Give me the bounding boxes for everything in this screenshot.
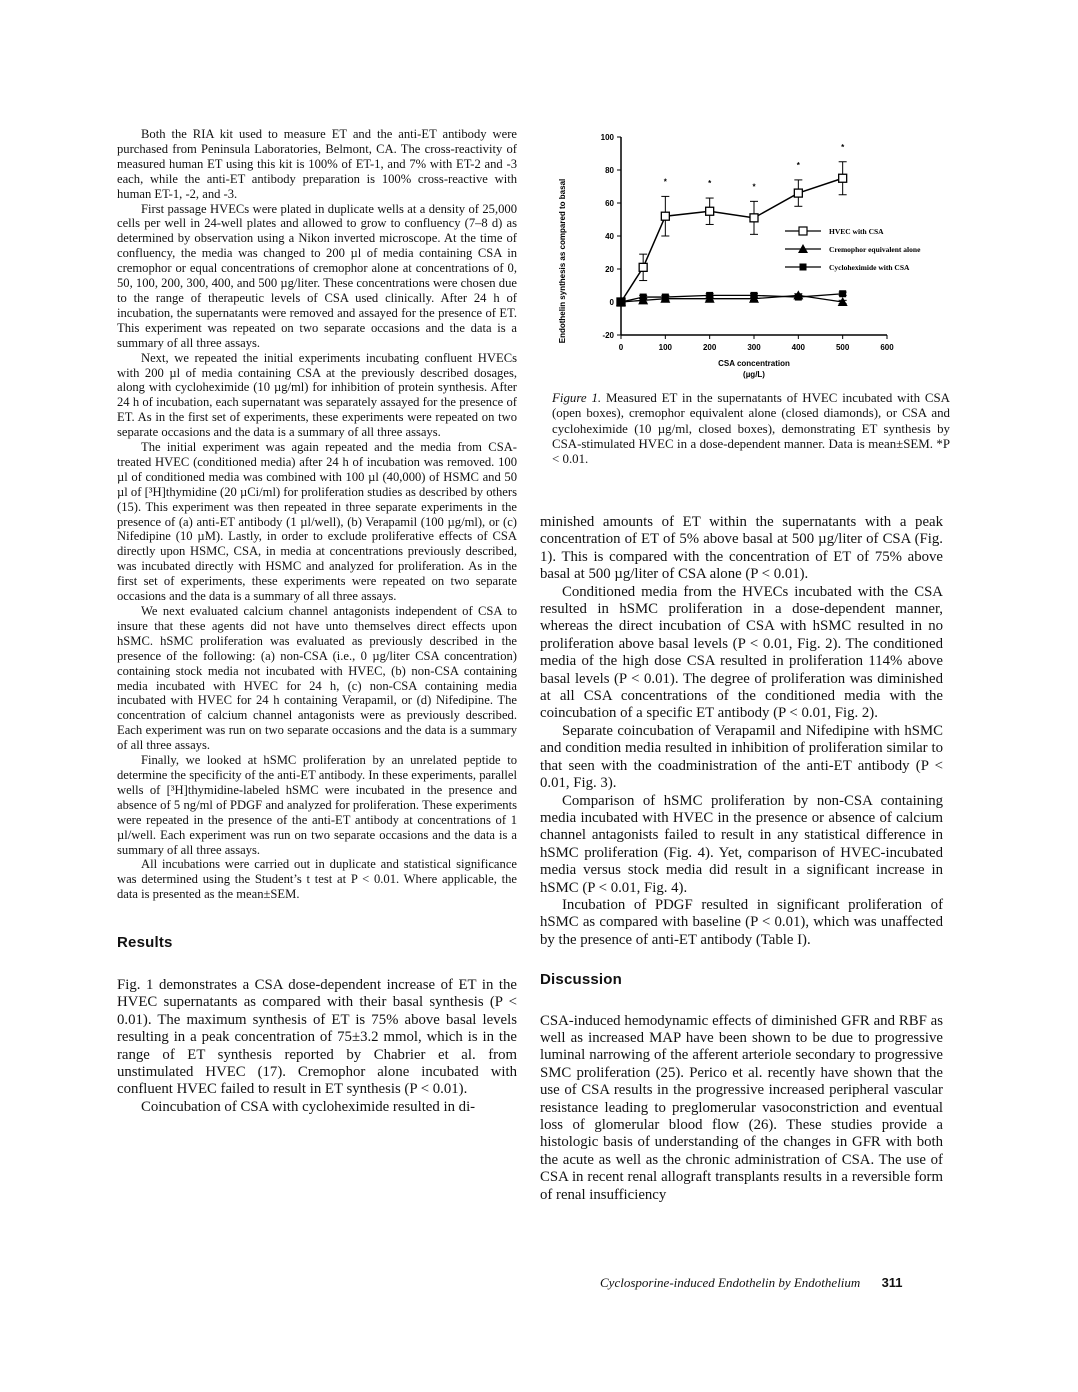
- series-line: [621, 294, 843, 302]
- data-point: [639, 263, 647, 271]
- series-1: [616, 290, 848, 306]
- x-tick-label: 200: [702, 343, 717, 352]
- x-tick-label: 300: [747, 343, 761, 352]
- methods-paragraph: First passage HVECs were plated in duplicate wells at a density of 25,000 cells per well in 24-well plates and allowed to grow to confluency (7–8 d) as determined by observation using a Nikon inverted microscope. At the time of confluency, the media was changed to 200 µl of media containing CSA in cremophor or equal concentrations of cremophor alone at concentrations of 0, 50, 100, 200, 300, 400, and 500 µg/liter. These concentrations were chosen due to the range of therapeutic levels of CSA used clinically. After 24 h of incubation, the supernatants were removed and assayed for the presence of ET. This experiment was repeated on two separate occasions and the data is a summary of all three assays.: [117, 201, 517, 350]
- running-title: Cyclosporine-induced Endothelin by Endothelium: [600, 1275, 861, 1290]
- results-paragraph: Coincubation of CSA with cycloheximide resulted in di-: [141, 1098, 476, 1115]
- page-number: 311: [881, 1275, 903, 1290]
- legend-marker: [800, 264, 807, 271]
- results-paragraph: Fig. 1 demonstrates a CSA dose-dependent increase of ET in the HVEC supernatants as compared with their basal synthesis (P < 0.01). The maximum synthesis of ET is 75% above basal levels resulting in a peak concentration of 75±3.2 mmol, which is in the range of ET synthesis reported by Chabrier et al. from unstimulated HVEC (17). Cremophor alone incubated with confluent HVEC failed to result in ET synthesis (P < 0.01).: [117, 977, 517, 1098]
- methods-paragraph: We next evaluated calcium channel antagonists independent of CSA to insure that these agents did not have unto themselves direct effects upon hSMC. hSMC proliferation was evaluated as previously described in the presence of the following: (a) non-CSA (i.e., 0 µg/liter CSA concentration) containing stock media not incubated with HVEC, (b) non-CSA containing media incubated with HVEC for 24 h, (c) non-CSA containing media incubated with HVEC for 24 h containing Verapamil, or (d) Nifedipine. The concentration of calcium channel antagonists were as previously described. Each experiment was run on two separate occasions and the data is a summary of all three assays.: [117, 604, 517, 753]
- results-paragraph: Incubation of PDGF resulted in significant proliferation of hSMC as compared with baseline (P < 0.01), which was unaffected by the presence of anti-ET antibody (Table I).: [540, 896, 943, 948]
- chart-axes: [558, 133, 894, 379]
- y-tick-label: 60: [605, 199, 614, 208]
- y-tick-label: 40: [605, 232, 614, 241]
- data-point: [661, 212, 669, 220]
- figure-1: [545, 127, 955, 387]
- figure-caption: [552, 391, 950, 467]
- y-tick-label: 0: [609, 298, 614, 307]
- data-point: [750, 214, 758, 222]
- discussion-heading: Discussion: [540, 971, 623, 989]
- legend-marker: [799, 227, 807, 235]
- results-heading: Results: [117, 934, 173, 952]
- figure-caption-text: Measured ET in the supernatants of HVEC incubated with CSA (open boxes), cremophor equivalent alone (closed diamonds), or CSA and cycloheximide (10 µg/ml, closed boxes), demonstrating ET synthesis by CSA-stimulated HVEC in a dose-dependent manner. Data is mean±SEM. *P < 0.01.: [552, 391, 950, 467]
- results-paragraph: Separate coincubation of Verapamil and Nifedipine with hSMC and condition media resulted in inhibition of proliferation similar to that seen with the coadministration of the anti-ET antibody (P < 0.01, Fig. 3).: [540, 722, 943, 792]
- methods-paragraph: Next, we repeated the initial experiments incubating confluent HVECs with 200 µl of media containing CSA at the previously described dosages, along with cycloheximide (10 µg/ml) for inhibition of protein synthesis. After 24 h of incubation, each supernatant was separately assayed for the presence of ET. As in the first set of experiments, these experiments were repeated on two separate occasions and the data is a summary of all three assays.: [117, 350, 517, 440]
- discussion-paragraph: CSA-induced hemodynamic effects of diminished GFR and RBF as well as increased MAP have been shown to be due to progressive luminal narrowing of the afferent arteriole secondary to progressive SMC proliferation (25). Perico et al. recently have shown that the use of CSA results in the progressive increased peripheral vascular resistance leading to preglomerular vasoconstriction and eventual loss of glomerular blood flow (26). These studies provide a histologic basis of understanding of the changes in GFR with both the acute as well as the chronic administration of CSA. The use of CSA in recent renal allograft transplants results in a reversible form of renal insufficiency: [540, 1012, 943, 1203]
- data-point: [618, 299, 625, 306]
- y-axis-title: Endothelin synthesis as compared to basal: [558, 178, 567, 344]
- data-point: [751, 292, 758, 299]
- chart-legend: [785, 227, 921, 272]
- results-paragraph: minished amounts of ET within the supernatants with a peak concentration of ET of 5% above basal at 500 µg/liter of CSA (Fig. 1). This is compared with the concentration of ET of 75% above basal at 500 µg/liter of CSA alone (P < 0.01).: [540, 514, 943, 583]
- y-tick-label: 100: [600, 133, 614, 142]
- x-axis-title: CSA concentration: [718, 359, 790, 368]
- right-column: [540, 514, 943, 1204]
- y-tick-label: 20: [605, 265, 614, 274]
- legend-label: HVEC with CSA: [829, 227, 884, 236]
- data-point: [662, 294, 669, 301]
- page-footer: [600, 1275, 940, 1291]
- series-line: [621, 178, 843, 302]
- x-tick-label: 400: [791, 343, 806, 352]
- data-point: [839, 174, 847, 182]
- significance-mark: *: [663, 177, 667, 187]
- x-tick-label: 0: [618, 343, 624, 352]
- data-point: [795, 294, 802, 301]
- data-point: [706, 292, 713, 299]
- methods-paragraph: Both the RIA kit used to measure ET and the anti-ET antibody were purchased from Peninsula Laboratories, Belmont, CA. The cross-reactivity of measured human ET using this kit is 100% of ET-1, and 7% with ET-2 and -3 each, while the anti-ET antibody preparation is 100% cross-reactive with human ET-1, -2, and -3.: [117, 127, 517, 201]
- x-tick-label: 100: [658, 343, 673, 352]
- significance-mark: *: [752, 182, 756, 192]
- data-point: [839, 290, 846, 297]
- figure-1-chart: [545, 127, 955, 387]
- chart-marks: [616, 143, 848, 306]
- legend-label: Cycloheximide with CSA: [829, 263, 910, 272]
- legend-label: Cremophor equivalent alone: [829, 245, 921, 254]
- methods-paragraph: All incubations were carried out in duplicate and statistical significance was determined using the Student’s t test at P < 0.01. Where applicable, the data is presented as the mean±SEM.: [117, 857, 517, 902]
- x-axis-unit: (µg/L): [743, 370, 765, 379]
- methods-paragraph: The initial experiment was again repeated and the media from CSA-treated HVEC (conditioned media) after 24 h of incubation was removed. 100 µl of conditioned media was combined with 100 µl (40,000) of HSMC and 50 µl of [³H]thymidine (20 µCi/ml) for proliferation studies as described by others (15). This experiment was then repeated in three separate experiments in the presence of (a) anti-ET antibody (1 µl/well), (b) Verapamil (100 µg/ml), or (c) Nifedipine (10 µM). Lastly, in order to exclude proliferative effects of CSA directly upon HSMC, CSA, in media at concentrations previously described, was incubated directly with HSMC and analyzed for proliferation. As in the first set of experiments, these experiments were repeated on two separate occasions and the data is a summary of all three assays.: [117, 440, 517, 604]
- x-tick-label: 500: [835, 343, 850, 352]
- data-point: [640, 294, 647, 301]
- left-column: [117, 127, 517, 1116]
- y-tick-label: 80: [605, 166, 614, 175]
- significance-mark: *: [841, 142, 845, 152]
- significance-mark: *: [708, 179, 712, 189]
- data-point: [706, 207, 714, 215]
- y-tick-label: -20: [602, 331, 614, 340]
- data-point: [794, 189, 802, 197]
- results-paragraph: Comparison of hSMC proliferation by non-CSA containing media incubated with HVEC in the presence or absence of calcium channel antagonists failed to result in any statistical difference in hSMC proliferation (Fig. 4). Yet, comparison of HVEC-incubated media versus stock media did result in a significant increase in hSMC (P < 0.01, Fig. 4).: [540, 792, 943, 896]
- series-0: [617, 143, 847, 306]
- x-tick-label: 600: [880, 343, 894, 352]
- methods-paragraph: Finally, we looked at hSMC proliferation by an unrelated peptide to determine the specificity of the anti-ET antibody. In these experiments, parallel wells of [³H]thymidine-labeled hSMC were incubated in the presence and absence of 5 ng/ml of PDGF and analyzed for proliferation. These experiments were repeated in the presence of the anti-ET antibody at concentrations of 1 µl/well. Each experiment was run on two separate occasions and the data is a summary of all three assays.: [117, 753, 517, 857]
- figure-caption-label: Figure 1.: [552, 391, 602, 405]
- significance-mark: *: [796, 160, 800, 170]
- results-paragraph: Conditioned media from the HVECs incubated with the CSA resulted in hSMC proliferation in a dose-dependent manner, whereas the direct incubation of CSA with hSMC resulted in no proliferation above basal levels (P < 0.01, Fig. 2). The conditioned media of the high dose CSA resulted in proliferation 114% above basal levels (P < 0.01). The degree of proliferation was diminished at all CSA concentrations of the conditioned media with the coincubation of a specific ET antibody (P < 0.01, Fig. 2).: [540, 583, 943, 722]
